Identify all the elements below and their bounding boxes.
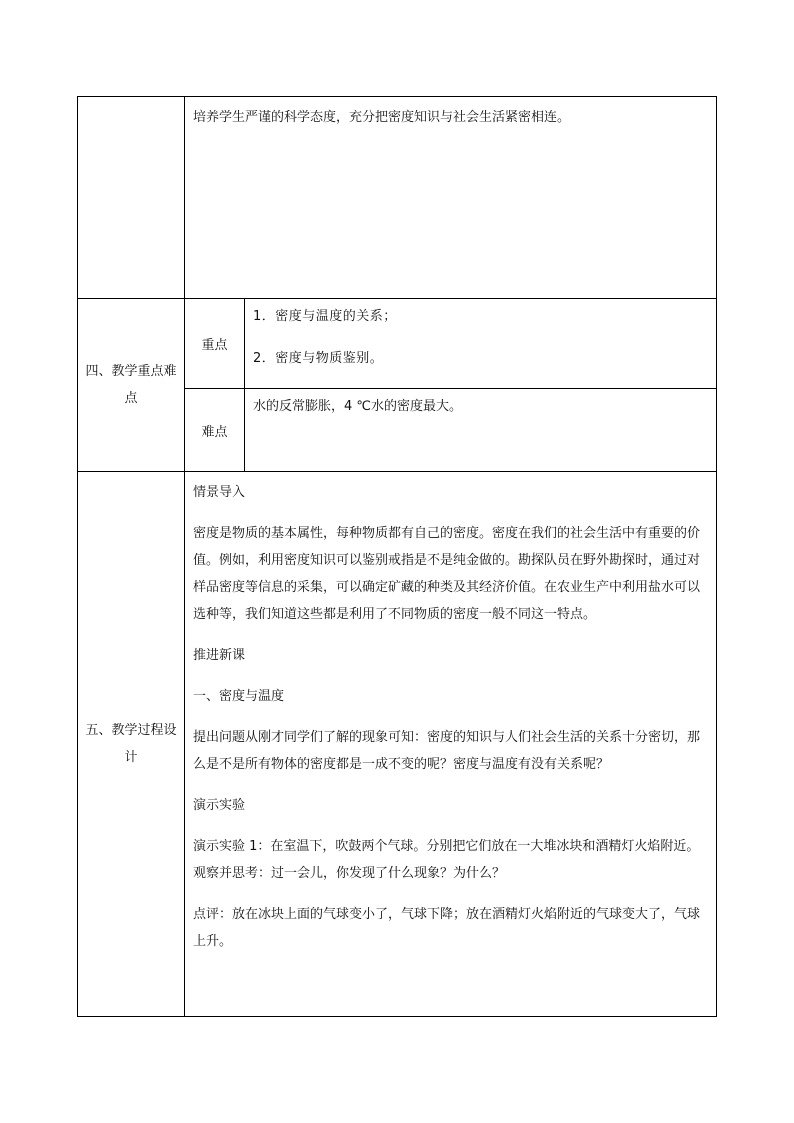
intro-paragraph: 密度是物质的基本属性，每种物质都有自己的密度。密度在我们的社会生活中有重要的价值。例如，利用密度知识可以鉴别戒指是不是纯金做的。勘探队员在野外勘探时，通过对样品密度等信息的采集，可以确定矿藏的种类及其经济价值。在农业生产中利用盐水可以选种等，我们知道这些都是利用了不同物质的密度一般不同这一特点。 [193,526,701,622]
section-heading-intro: 情景导入 [193,485,246,500]
key-point-item: 2．密度与物质鉴别。 [253,351,384,366]
teaching-process-content [185,472,717,1017]
lesson-plan-table [77,96,717,1017]
comment-paragraph: 点评：放在冰块上面的气球变小了，气球下降；放在酒精灯火焰附近的气球变大了，气球上升。 [193,907,701,949]
row-key-points [78,299,717,389]
demo-paragraph: 演示实验 1：在室温下，吹鼓两个气球。分别把它们放在一大堆冰块和酒精灯火焰附近。 观察并思考：过一会儿，你发现了什么现象？为什么？ [193,839,700,881]
row-objective [78,97,717,299]
section-heading-demo: 演示实验 [193,798,246,813]
section-heading-new-lesson: 推进新课 [193,648,246,663]
difficult-points-label: 难点 [185,389,245,472]
difficult-points-content [245,389,717,472]
key-difficult-label: 四、教学重点难点 [78,299,185,472]
objective-content-cell [185,97,717,299]
objective-label-cell [78,97,185,299]
teaching-process-label: 五、教学过程设计 [78,472,185,1017]
objective-text: 培养学生严谨的科学态度，充分把密度知识与社会生活紧密相连。 [193,110,571,125]
key-point-item: 1．密度与温度的关系； [253,309,397,324]
row-teaching-process [78,472,717,1017]
subsection-density-temperature: 一、密度与温度 [193,689,285,704]
key-points-content [245,299,717,389]
difficult-points-text: 水的反常膨胀，4 ℃水的密度最大。 [253,399,463,414]
question-paragraph: 提出问题从刚才同学们了解的现象可知：密度的知识与人们社会生活的关系十分密切，那么是不是所有物体的密度都是一成不变的呢？密度与温度有没有关系呢？ [193,730,701,772]
key-points-label: 重点 [185,299,245,389]
